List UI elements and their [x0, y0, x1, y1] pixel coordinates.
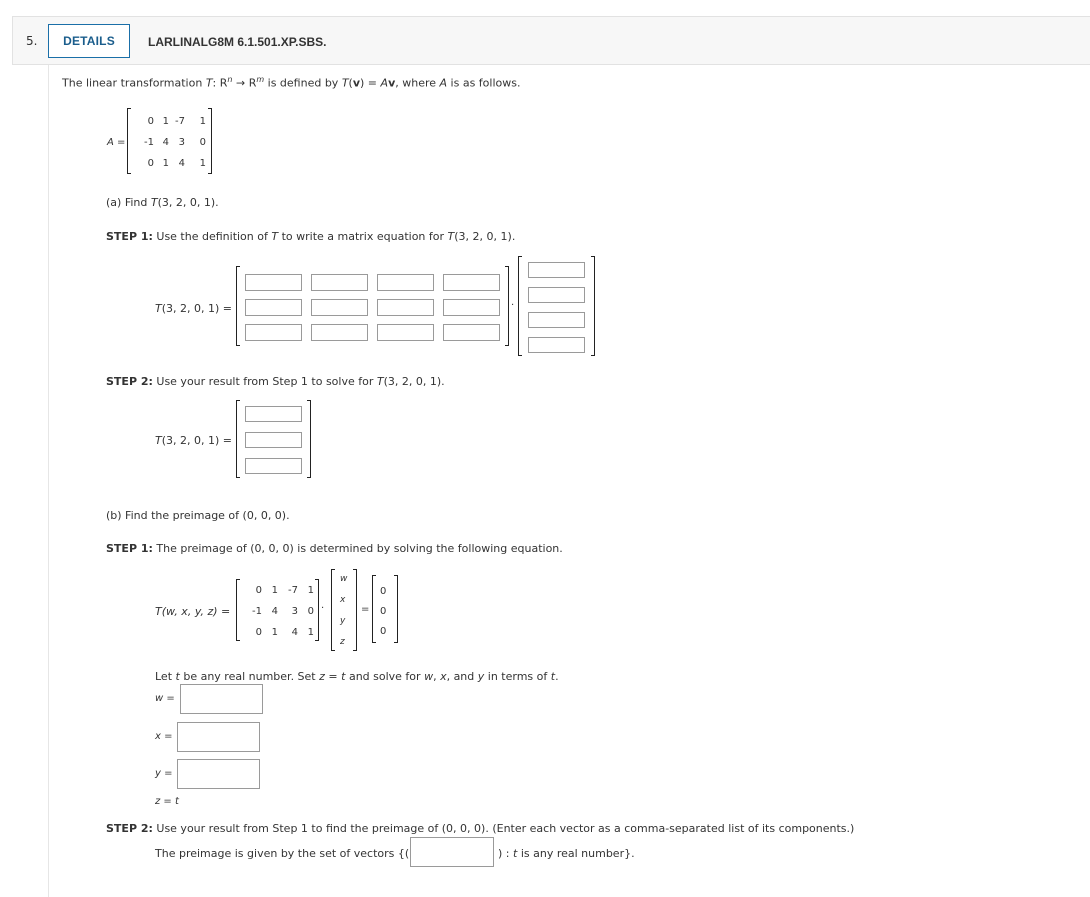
part-b-matrix-cell: 1 — [307, 627, 314, 638]
x-answer-input[interactable] — [177, 722, 260, 752]
part-b-prompt: (b) Find the preimage of (0, 0, 0). — [106, 509, 290, 522]
variable-x: x — [340, 595, 346, 605]
zero-entry: 0 — [380, 606, 387, 617]
part-b-zeros-right-bracket — [394, 575, 398, 643]
part-b-step2: STEP 2: Use your result from Step 1 to find the preimage of (0, 0, 0). (Enter each vector as a comma-separated list of its components.) — [106, 822, 855, 835]
part-b-matrix-cell: 0 — [255, 627, 262, 638]
part-b-matrix-cell: 0 — [307, 606, 314, 617]
result-entry-input[interactable] — [245, 432, 302, 448]
matrix-entry-input[interactable] — [443, 274, 500, 291]
matrix-a-left-bracket — [127, 108, 131, 174]
part-b-matrix-left-bracket — [236, 579, 240, 641]
matrix-a-cell: 4 — [178, 158, 185, 169]
matrix-entry-input[interactable] — [311, 274, 368, 291]
part-a-eq2-lhs: T(3, 2, 0, 1) = — [155, 434, 233, 447]
matrix-a-cell: 1 — [199, 116, 206, 127]
matrix-a-cell: 1 — [199, 158, 206, 169]
eq2-vector-left-bracket — [236, 400, 240, 478]
part-a-eq1-lhs: T(3, 2, 0, 1) = — [155, 302, 233, 315]
w-label: w = — [155, 693, 175, 704]
matrix-a-right-bracket — [208, 108, 212, 174]
matrix-entry-input[interactable] — [311, 324, 368, 341]
matrix-entry-input[interactable] — [377, 324, 434, 341]
part-b-matrix-cell: 1 — [271, 585, 278, 596]
part-b-matrix-cell: 1 — [271, 627, 278, 638]
question-number: 5. — [26, 34, 38, 48]
zero-entry: 0 — [380, 586, 387, 597]
part-b-matrix-cell: -1 — [252, 606, 262, 617]
vector-entry-input[interactable] — [528, 312, 585, 328]
preimage-suffix: ) : t is any real number}. — [498, 847, 635, 860]
part-b-vars-left-bracket — [331, 569, 335, 651]
matrix-a-cell: 1 — [162, 158, 169, 169]
matrix-a-cell: 4 — [162, 137, 169, 148]
result-entry-input[interactable] — [245, 458, 302, 474]
vector-entry-input[interactable] — [528, 337, 585, 353]
part-b-matrix-right-bracket — [315, 579, 319, 641]
part-b-let-text: Let t be any real number. Set z = t and solve for w, x, and y in terms of t. — [155, 670, 559, 683]
part-b-equals: = — [361, 604, 370, 615]
left-divider — [48, 65, 49, 897]
part-b-matrix-cell: 3 — [291, 606, 298, 617]
variable-y: y — [340, 616, 346, 626]
matrix-entry-input[interactable] — [245, 299, 302, 316]
part-b-matrix-cell: 0 — [255, 585, 262, 596]
matrix-entry-input[interactable] — [245, 324, 302, 341]
part-b-vars-right-bracket — [353, 569, 357, 651]
question-code: LARLINALG8M 6.1.501.XP.SBS. — [148, 35, 327, 49]
intro-text: The linear transformation T: $R^n \to R^m$ is defined by T(v) = Av, where A is as follows. — [62, 75, 521, 90]
w-answer-input[interactable] — [180, 684, 263, 714]
eq1-dot: · — [511, 300, 515, 311]
x-label: x = — [155, 731, 173, 742]
part-a-step2: STEP 2: Use your result from Step 1 to solve for T(3, 2, 0, 1). — [106, 375, 445, 388]
variable-w: w — [340, 574, 348, 584]
part-b-step1: STEP 1: The preimage of (0, 0, 0) is determined by solving the following equation. — [106, 542, 563, 555]
z-equals-t: z = t — [155, 796, 179, 807]
details-button[interactable]: DETAILS — [48, 24, 130, 58]
matrix-entry-input[interactable] — [443, 324, 500, 341]
eq1-vector-right-bracket — [591, 256, 595, 356]
matrix-a-cell: -7 — [175, 116, 185, 127]
eq2-vector-right-bracket — [307, 400, 311, 478]
matrix-a-cell: 1 — [162, 116, 169, 127]
matrix-a-cell: 0 — [147, 158, 154, 169]
matrix-a-cell: 0 — [147, 116, 154, 127]
matrix-entry-input[interactable] — [443, 299, 500, 316]
matrix-a-label: A = — [107, 137, 126, 148]
preimage-prefix: The preimage is given by the set of vectors {( — [155, 847, 410, 860]
eq1-matrix-right-bracket — [505, 266, 509, 346]
part-b-dot: · — [321, 603, 325, 614]
variable-z: z — [340, 637, 345, 647]
matrix-a-cell: -1 — [144, 137, 154, 148]
matrix-entry-input[interactable] — [377, 274, 434, 291]
matrix-a-cell: 3 — [178, 137, 185, 148]
preimage-answer-input[interactable] — [410, 837, 494, 867]
part-b-matrix-cell: 4 — [271, 606, 278, 617]
part-b-matrix-cell: 1 — [307, 585, 314, 596]
matrix-entry-input[interactable] — [377, 299, 434, 316]
part-a-step1: STEP 1: Use the definition of T to write a matrix equation for T(3, 2, 0, 1). — [106, 230, 516, 243]
y-label: y = — [155, 768, 173, 779]
part-a-prompt: (a) Find T(3, 2, 0, 1). — [106, 196, 219, 209]
result-entry-input[interactable] — [245, 406, 302, 422]
part-b-eq-lhs: T(w, x, y, z) = — [155, 605, 231, 618]
y-answer-input[interactable] — [177, 759, 260, 789]
zero-entry: 0 — [380, 626, 387, 637]
eq1-vector-left-bracket — [518, 256, 522, 356]
part-b-matrix-cell: -7 — [288, 585, 298, 596]
vector-entry-input[interactable] — [528, 262, 585, 278]
matrix-entry-input[interactable] — [245, 274, 302, 291]
matrix-a-cell: 0 — [199, 137, 206, 148]
part-b-matrix-cell: 4 — [291, 627, 298, 638]
eq1-matrix-left-bracket — [236, 266, 240, 346]
part-b-zeros-left-bracket — [372, 575, 376, 643]
vector-entry-input[interactable] — [528, 287, 585, 303]
matrix-entry-input[interactable] — [311, 299, 368, 316]
